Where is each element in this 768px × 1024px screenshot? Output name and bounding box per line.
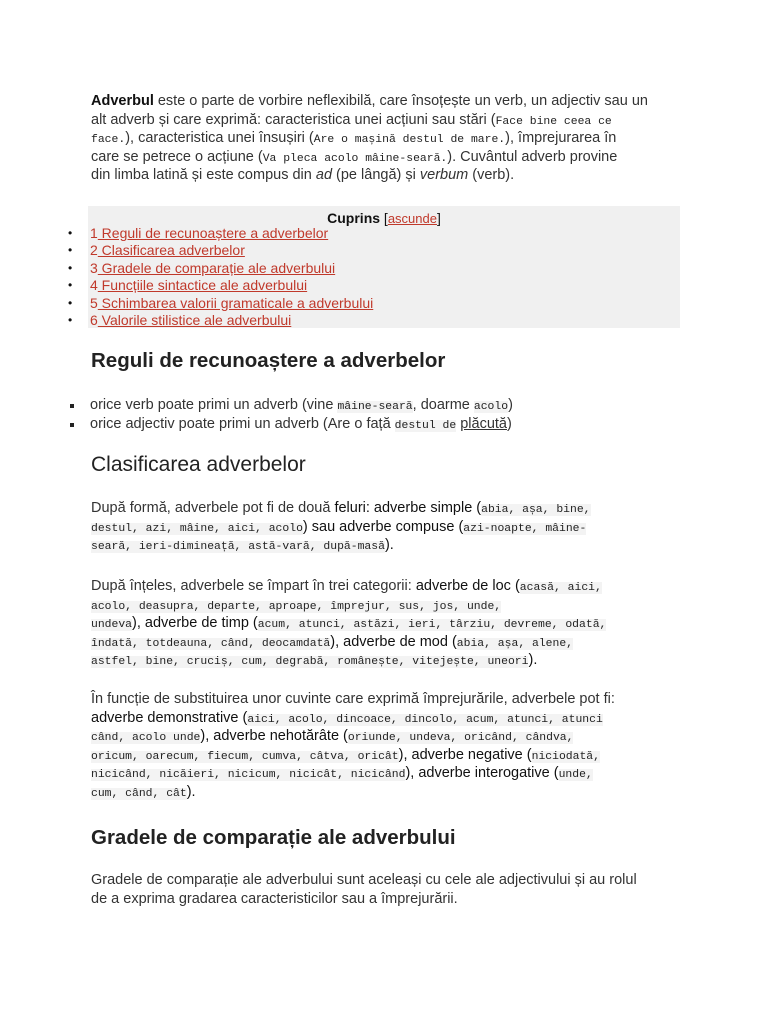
toc-item-number: 3 — [90, 259, 98, 276]
list-text: ) — [506, 415, 512, 432]
toc-item-number: 6 — [90, 311, 98, 328]
paragraph-inteles — [91, 577, 681, 670]
term-adverbul: Adverbul — [91, 93, 154, 109]
intro-text: ). Cuvântul adverb provine — [447, 148, 618, 165]
example-code: acolo — [473, 401, 509, 413]
keyword: adverbe de mod — [343, 633, 448, 650]
list-item — [68, 415, 513, 434]
example-code: Face bine ceea ce — [495, 115, 612, 128]
toc-item-reguli[interactable] — [68, 225, 373, 242]
example-code: îndată, totdeauna, când, deocamdată — [91, 637, 331, 650]
paragraph-text: ). — [528, 652, 538, 669]
example-code: undeva — [91, 619, 133, 632]
paragraph-text: ), — [200, 728, 214, 745]
toc-item-link[interactable]: Gradele de comparație ale adverbului — [97, 259, 336, 276]
bullet-icon: • — [68, 260, 73, 275]
example-code: destul, azi, mâine, aici, acolo — [91, 522, 303, 535]
intro-text: (pe lângă) și — [332, 167, 420, 184]
intro-text: alt adverb și care exprimă: caracteristica unei acțiuni sau stări ( — [91, 111, 496, 128]
keyword: adverbe de loc — [415, 578, 511, 594]
example-code: face. — [91, 134, 126, 147]
paragraph-text: ( — [447, 633, 457, 650]
list-text: orice adjectiv poate primi un adverb (Are o față — [90, 415, 395, 432]
toc-hide-link[interactable]: ascunde — [387, 211, 437, 226]
paragraph-text: ), — [398, 746, 412, 763]
example-code: când, acolo unde — [91, 732, 201, 745]
example-code: seară, ieri-dimineață, astă-vară, după-masă — [91, 541, 385, 554]
example-code: oriunde, undeva, oricând, cândva, — [347, 732, 574, 745]
intro-text: (verb). — [468, 167, 515, 184]
intro-paragraph — [91, 92, 681, 185]
paragraph-text: ) sau adverbe compuse ( — [302, 518, 464, 535]
intro-text: din limba latină și este compus din — [91, 167, 316, 184]
keyword: adverbe interogative — [418, 765, 550, 782]
reguli-list — [68, 396, 513, 433]
bullet-icon: • — [68, 312, 73, 327]
paragraph-text: ( — [238, 709, 248, 726]
toc-title: Cuprins — [327, 210, 381, 226]
toc-item-link[interactable]: Schimbarea valorii gramaticale a adverbului — [97, 294, 374, 311]
toc-list — [68, 225, 373, 329]
toc-item-link[interactable]: Funcțiile sintactice ale adverbului — [97, 277, 308, 294]
keyword: adverbe negative — [411, 746, 523, 763]
toc-item-link[interactable]: Reguli de recunoaștere a adverbelor — [97, 225, 329, 241]
example-code: cum, când, cât — [91, 787, 187, 800]
bullet-icon: • — [68, 278, 73, 293]
toc-item-number: 1 — [90, 225, 98, 241]
section-heading-gradele: Gradele de comparație ale adverbului — [91, 826, 456, 849]
keyword: adverbe de timp — [144, 615, 249, 632]
paragraph-forma — [91, 499, 681, 555]
latin-term-verbum: verbum — [419, 167, 469, 184]
toc-item-link[interactable]: Valorile stilistice ale adverbului — [97, 311, 292, 328]
toc-item-valorile[interactable] — [68, 312, 373, 329]
paragraph-gradele — [91, 871, 681, 908]
toc-item-link[interactable]: Clasificarea adverbelor — [97, 242, 245, 259]
toc-item-number: 5 — [90, 294, 98, 311]
example-code: nicicând, nicăieri, nicicum, nicicât, nicicând — [91, 769, 406, 782]
example-code: destul de — [394, 419, 457, 432]
paragraph-text: ), — [132, 615, 145, 632]
paragraph-text: ( — [248, 615, 258, 632]
latin-term-ad: ad — [315, 167, 333, 184]
example-code: abia, așa, bine, — [481, 504, 591, 516]
list-text: ) — [508, 397, 513, 413]
example-code: aici, acolo, dincoace, dincolo, acum, atunci, atunci — [247, 713, 603, 726]
intro-text: ), caracteristica unei însușiri ( — [125, 130, 314, 147]
toc-item-number: 2 — [90, 242, 98, 259]
paragraph-text: ). — [384, 537, 394, 554]
example-code: abia, așa, alene, — [456, 637, 574, 650]
example-code: Va pleca acolo mâine-seară. — [262, 152, 448, 165]
example-code: mâine-seară — [337, 401, 413, 413]
bullet-icon: • — [68, 226, 73, 240]
example-code: unde, — [558, 769, 593, 782]
example-code: oricum, oarecum, fiecum, cumva, câtva, oricât — [91, 750, 399, 763]
toc-item-number: 4 — [90, 277, 98, 294]
list-item — [68, 396, 513, 415]
square-bullet-icon — [70, 404, 74, 408]
paragraph-text: ( — [522, 746, 532, 763]
intro-text: este o parte de vorbire neflexibilă, care însoțește un verb, un adjectiv sau un — [153, 93, 648, 109]
bullet-icon: • — [68, 295, 73, 310]
example-code: acum, atunci, astăzi, ieri, târziu, devreme, odată, — [257, 619, 607, 632]
keyword: adverbe demonstrative — [91, 709, 239, 726]
keyword: feluri — [334, 500, 366, 516]
section-heading-reguli: Reguli de recunoaștere a adverbelor — [91, 349, 446, 372]
paragraph-text: După formă, adverbele pot fi de două — [91, 500, 335, 516]
toc-bracket: [ — [383, 210, 388, 226]
paragraph-text: După înțeles, adverbele se împart în trei categorii: — [91, 578, 416, 594]
underlined-word: plăcută — [460, 415, 507, 432]
example-code: Are o mașină destul de mare. — [313, 134, 506, 147]
toc-item-gradele[interactable] — [68, 260, 373, 277]
toc-item-functiile[interactable] — [68, 277, 373, 294]
list-text: , doarme — [412, 397, 474, 413]
intro-text: care se petrece o acțiune ( — [91, 148, 263, 165]
paragraph-text: ( — [549, 765, 559, 782]
example-code: acasă, aici, — [519, 582, 602, 594]
example-code: azi-noapte, mâine- — [463, 522, 587, 535]
table-of-contents — [68, 206, 680, 328]
paragraph-text: ). — [186, 783, 196, 800]
square-bullet-icon — [70, 423, 74, 427]
toc-item-clasificarea[interactable] — [68, 242, 373, 259]
example-code: niciodată, — [531, 750, 600, 763]
list-text: orice verb poate primi un adverb (vine — [90, 397, 338, 413]
paragraph-substituire — [91, 690, 681, 802]
keyword: adverbe nehotărâte — [213, 728, 340, 745]
paragraph-text: ), — [405, 765, 419, 782]
paragraph-text: : adverbe simple ( — [365, 500, 482, 516]
paragraph-text: ( — [510, 578, 520, 594]
toc-item-schimbarea[interactable] — [68, 295, 373, 312]
section-heading-clasificarea: Clasificarea adverbelor — [91, 453, 306, 476]
paragraph-text: ( — [339, 728, 348, 745]
paragraph-text: ), — [330, 633, 344, 650]
toc-bracket: ] — [436, 210, 441, 226]
paragraph-text: În funcție de substituirea unor cuvinte care exprimă împrejurările, adverbele pot fi: — [91, 691, 615, 707]
bullet-icon: • — [68, 243, 73, 258]
example-code: astfel, bine, cruciș, cum, degrabă, românește, vitejește, uneori — [91, 656, 529, 669]
intro-text: ), împrejurarea în — [505, 130, 617, 147]
paragraph-text: de a exprima gradarea caracteristicilor sau a împrejurării. — [91, 890, 458, 907]
example-code: acolo, deasupra, departe, aproape, împrejur, sus, jos, unde, — [91, 600, 502, 613]
paragraph-text: Gradele de comparație ale adverbului sunt aceleași cu cele ale adjectivului și au rolul — [91, 872, 637, 888]
